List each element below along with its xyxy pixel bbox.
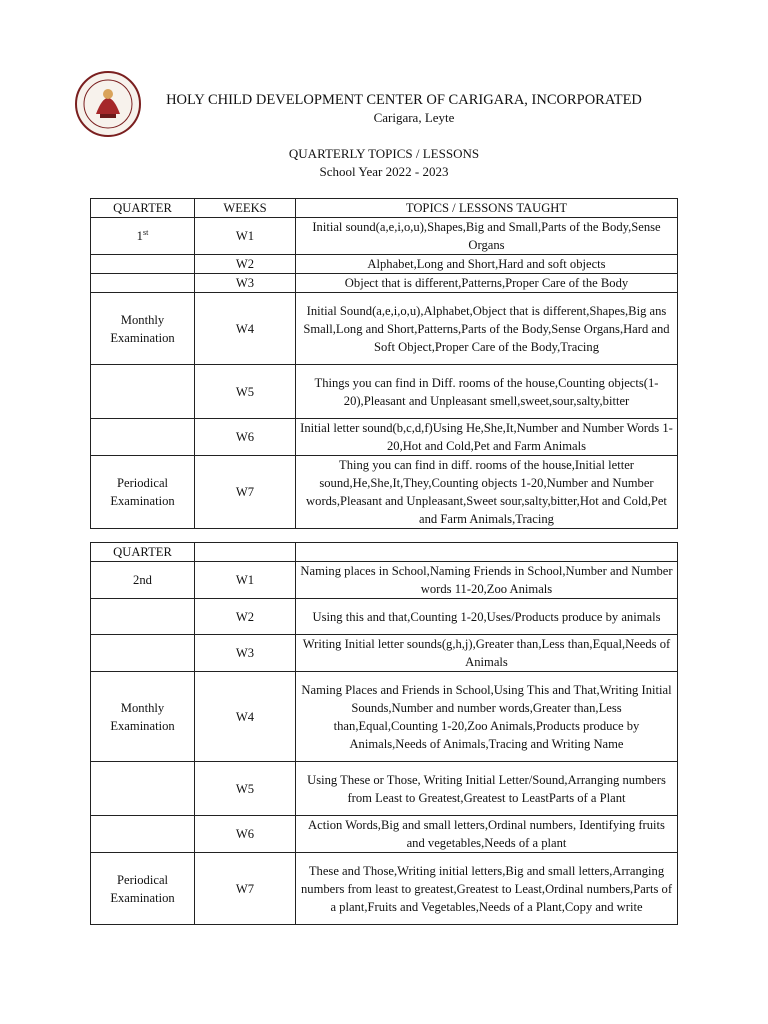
table-row bbox=[91, 365, 678, 419]
topics-cell: Object that is different,Patterns,Proper Care of the Body bbox=[296, 274, 678, 293]
week-cell: W4 bbox=[195, 672, 296, 762]
topics-cell: Naming Places and Friends in School,Using This and That,Writing Initial Sounds,Number and number words,Greater than,Less than,Equal,Counting 1-20,Zoo Animals,Products produce by Animals,Needs of Animals,Tracing and Writing Name bbox=[296, 672, 678, 762]
table-row bbox=[91, 218, 678, 255]
school-name: HOLY CHILD DEVELOPMENT CENTER OF CARIGARA, INCORPORATED bbox=[166, 92, 642, 108]
table-row bbox=[91, 762, 678, 816]
topics-cell: Using this and that,Counting 1-20,Uses/Products produce by animals bbox=[296, 599, 678, 635]
topics-cell: Using These or Those, Writing Initial Letter/Sound,Arranging numbers from Least to Greatest,Greatest to LeastParts of a Plant bbox=[296, 762, 678, 816]
topics-cell: Action Words,Big and small letters,Ordinal numbers, Identifying fruits and vegetables,Needs of a plant bbox=[296, 816, 678, 853]
topics-cell: Initial letter sound(b,c,d,f)Using He,She,It,Number and Number Words 1-20,Hot and Cold,Pet and Farm Animals bbox=[296, 419, 678, 456]
school-year: School Year 2022 - 2023 bbox=[319, 164, 449, 179]
quarter-cell bbox=[91, 274, 195, 293]
table-header-row bbox=[91, 199, 678, 218]
week-cell: W2 bbox=[195, 599, 296, 635]
topics-cell: Naming places in School,Naming Friends in School,Number and Number words 11-20,Zoo Animals bbox=[296, 562, 678, 599]
table-row bbox=[91, 672, 678, 762]
week-cell: W2 bbox=[195, 255, 296, 274]
quarter-cell: 2nd bbox=[91, 562, 195, 599]
header-weeks: WEEKS bbox=[195, 199, 296, 218]
document-title: QUARTERLY TOPICS / LESSONS bbox=[288, 146, 480, 161]
topics-cell: Thing you can find in diff. rooms of the house,Initial letter sound,He,She,It,They,Counting objects 1-20,Number and Number words,Pleasant and Unpleasant,Sweet sour,salty,bitter,Hot and Cold,Pet and Farm Animals,Tracing bbox=[296, 456, 678, 529]
quarter-cell: 1st bbox=[91, 218, 195, 255]
week-cell: W5 bbox=[195, 365, 296, 419]
first-quarter-table bbox=[90, 198, 678, 529]
quarter-cell: Monthly Examination bbox=[91, 293, 195, 365]
table-row bbox=[91, 635, 678, 672]
topics-cell: These and Those,Writing initial letters,Big and small letters,Arranging numbers from least to greatest,Greatest to Least,Ordinal numbers,Parts of a plant,Fruits and Vegetables,Needs of a Plant,Copy and write bbox=[296, 853, 678, 925]
week-cell: W3 bbox=[195, 274, 296, 293]
table-row bbox=[91, 255, 678, 274]
table-row bbox=[91, 419, 678, 456]
week-cell: W1 bbox=[195, 562, 296, 599]
table-row bbox=[91, 293, 678, 365]
quarter-cell bbox=[91, 762, 195, 816]
topics-cell: Initial sound(a,e,i,o,u),Shapes,Big and Small,Parts of the Body,Sense Organs bbox=[296, 218, 678, 255]
quarter-cell bbox=[91, 635, 195, 672]
week-cell: W4 bbox=[195, 293, 296, 365]
table-row bbox=[91, 562, 678, 599]
week-cell: W3 bbox=[195, 635, 296, 672]
quarter-cell bbox=[91, 365, 195, 419]
header-topics: TOPICS / LESSONS TAUGHT bbox=[296, 199, 678, 218]
topics-cell: Initial Sound(a,e,i,o,u),Alphabet,Object that is different,Shapes,Big ans Small,Long and Short,Patterns,Parts of the Body,Sense Organs,Hard and Soft Object,Proper Care of the Body,Tracing bbox=[296, 293, 678, 365]
quarter-cell bbox=[91, 816, 195, 853]
table-row bbox=[91, 456, 678, 529]
second-quarter-table bbox=[90, 542, 678, 925]
topics-cell: Things you can find in Diff. rooms of the house,Counting objects(1-20),Pleasant and Unpleasant smell,sweet,sour,salty,bitter bbox=[296, 365, 678, 419]
table-row bbox=[91, 853, 678, 925]
quarter-cell bbox=[91, 419, 195, 456]
topics-cell: Alphabet,Long and Short,Hard and soft objects bbox=[296, 255, 678, 274]
topics-cell: Writing Initial letter sounds(g,h,j),Greater than,Less than,Equal,Needs of Animals bbox=[296, 635, 678, 672]
header-quarter: QUARTER bbox=[91, 199, 195, 218]
week-cell: W1 bbox=[195, 218, 296, 255]
week-cell: W5 bbox=[195, 762, 296, 816]
quarter-cell: Monthly Examination bbox=[91, 672, 195, 762]
quarter-cell bbox=[91, 599, 195, 635]
week-cell: W6 bbox=[195, 419, 296, 456]
week-cell: W7 bbox=[195, 853, 296, 925]
quarter-cell bbox=[91, 255, 195, 274]
week-cell: W6 bbox=[195, 816, 296, 853]
table-header-row bbox=[91, 543, 678, 562]
header-topics bbox=[296, 543, 678, 562]
table-row bbox=[91, 274, 678, 293]
week-cell: W7 bbox=[195, 456, 296, 529]
table-row bbox=[91, 816, 678, 853]
quarter-cell: Periodical Examination bbox=[91, 853, 195, 925]
header-quarter: QUARTER bbox=[91, 543, 195, 562]
school-location: Carigara, Leyte bbox=[373, 110, 455, 125]
quarter-cell: Periodical Examination bbox=[91, 456, 195, 529]
header-weeks bbox=[195, 543, 296, 562]
table-row bbox=[91, 599, 678, 635]
